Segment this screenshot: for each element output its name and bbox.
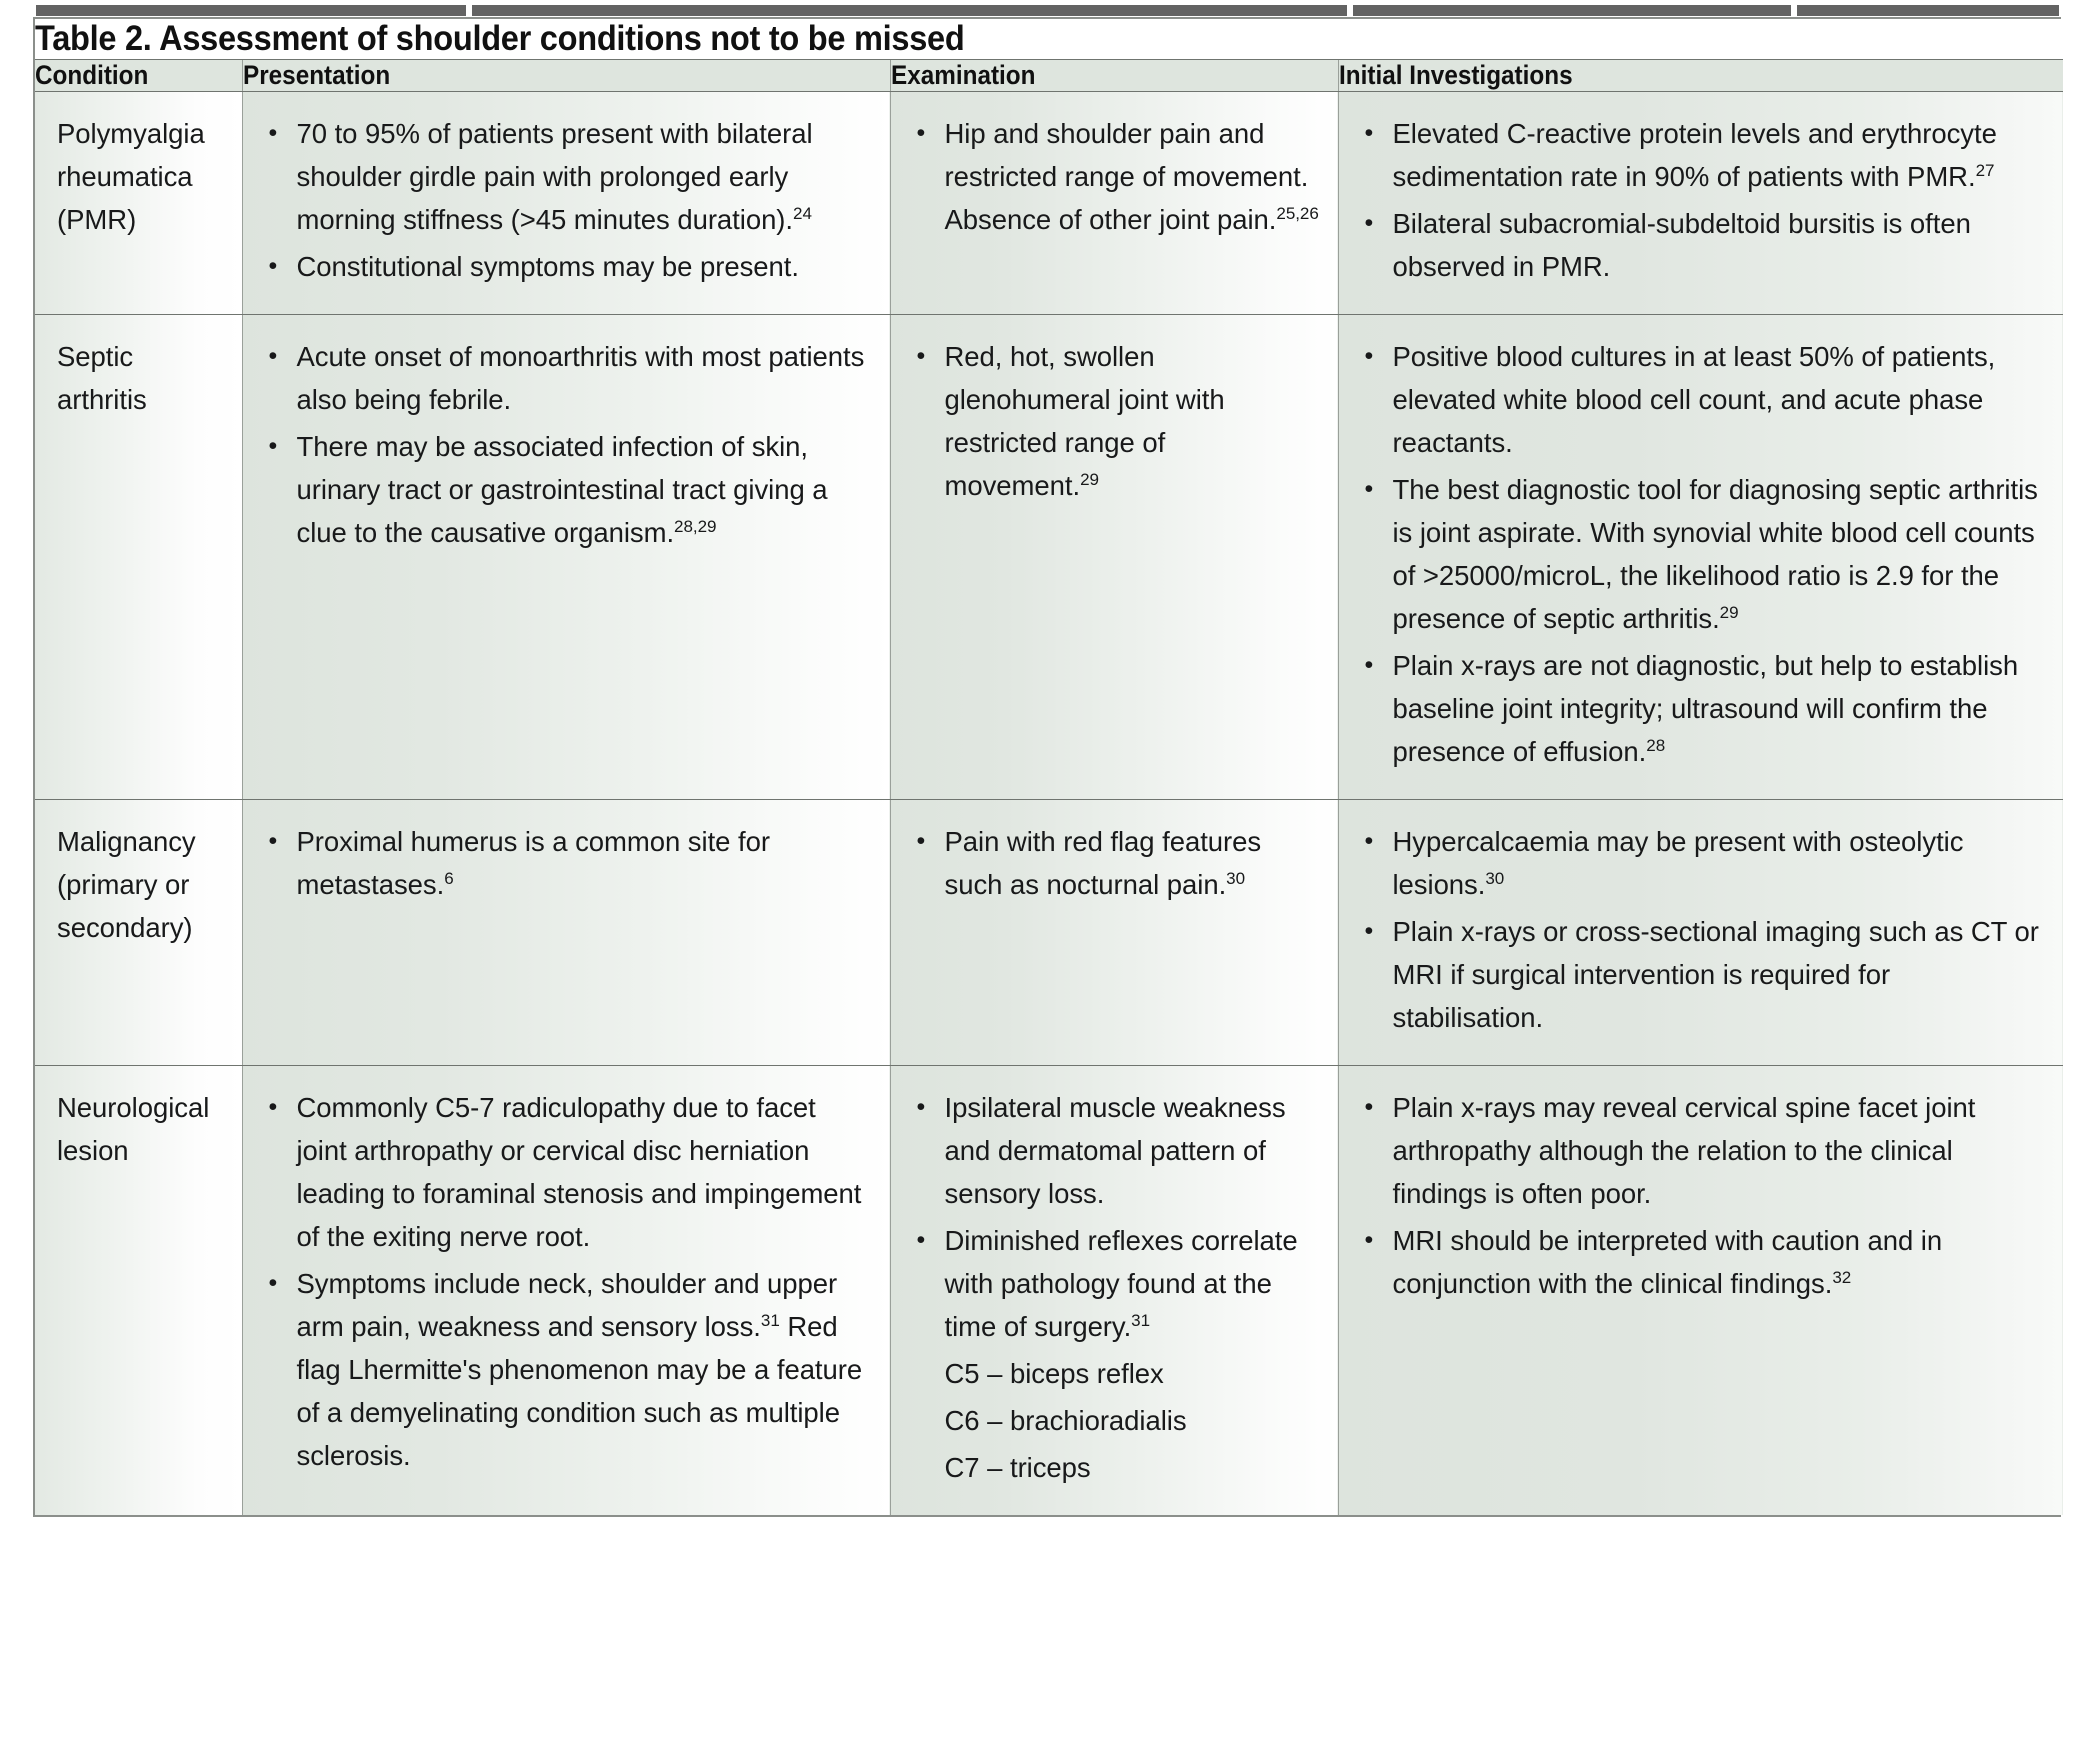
page-title: Table 2. Assessment of shoulder conditions not to be missed (35, 19, 965, 58)
column-header-condition (35, 60, 242, 92)
bullet-item: • Pain with red flag features such as nocturnal pain.$^{30}$ (913, 820, 1322, 906)
bullet-item: • Positive blood cultures in at least 50% of patients, elevated white blood cell count, and acute phase reactants. (1361, 335, 2048, 464)
cell-investigations (1338, 800, 2063, 1066)
decorative-top-rules (0, 0, 2094, 16)
column-header-presentation (242, 60, 890, 92)
bullet-list (265, 112, 874, 288)
condition-label: Polymyalgia rheumatica (PMR) (57, 118, 205, 235)
cell-presentation (242, 92, 890, 315)
examination-content (891, 800, 1338, 932)
examination-content (891, 1066, 1338, 1515)
bullet-list (265, 1086, 874, 1477)
cell-condition (35, 1066, 242, 1516)
assessment-table (35, 19, 2063, 1515)
table-row (35, 1066, 2063, 1516)
presentation-content (243, 315, 890, 580)
condition-name (35, 92, 242, 263)
reflex-line: C7 – triceps (944, 1452, 1091, 1483)
cell-investigations (1338, 315, 2063, 800)
bullet-list (265, 335, 874, 554)
cell-presentation (242, 1066, 890, 1516)
condition-label: Neurological lesion (57, 1092, 210, 1166)
bullet-item: • Plain x-rays or cross-sectional imaging such as CT or MRI if surgical intervention is required for stabilisation. (1361, 910, 2048, 1039)
bullet-item: • Plain x-rays may reveal cervical spine facet joint arthropathy although the relation to the clinical findings is often poor. (1361, 1086, 2048, 1215)
bullet-list (1361, 820, 2048, 1039)
bullet-item: • Diminished reflexes correlate with pathology found at the time of surgery.$^{31}$ (913, 1219, 1322, 1348)
table-title-cell (35, 19, 2063, 60)
cell-presentation (242, 800, 890, 1066)
bullet-item: • Bilateral subacromial-subdeltoid bursitis is often observed in PMR. (1361, 202, 2048, 288)
condition-name (35, 315, 242, 443)
top-rule-segment (472, 5, 1347, 16)
bullet-list (1361, 1086, 2048, 1305)
column-header-row (35, 60, 2063, 92)
bullet-item: • Plain x-rays are not diagnostic, but help to establish baseline joint integrity; ultrasound will confirm the presence of effusion.$^{28}$ (1361, 644, 2048, 773)
investigations-content (1339, 1066, 2064, 1331)
table-row (35, 800, 2063, 1066)
bullet-list (913, 1086, 1322, 1489)
bullet-item: • Ipsilateral muscle weakness and dermatomal pattern of sensory loss. (913, 1086, 1322, 1215)
column-header-condition-label: Condition (35, 60, 149, 90)
cell-investigations (1338, 92, 2063, 315)
cell-condition (35, 315, 242, 800)
table-head (35, 19, 2063, 92)
presentation-content (243, 92, 890, 314)
title-row (35, 19, 2063, 60)
bullet-item: • Hypercalcaemia may be present with osteolytic lesions.$^{30}$ (1361, 820, 2048, 906)
bullet-item: • Symptoms include neck, shoulder and upper arm pain, weakness and sensory loss.$^{31}$ Red flag Lhermitte's phenomenon may be a feature of a demyelinating condition such as multiple sclerosis. (265, 1262, 874, 1477)
bullet-item: • Elevated C-reactive protein levels and erythrocyte sedimentation rate in 90% of patients with PMR.$^{27}$ (1361, 112, 2048, 198)
bullet-list (913, 112, 1322, 241)
presentation-content (243, 800, 890, 932)
column-header-examination (890, 60, 1338, 92)
top-rule-segment (36, 5, 466, 16)
column-header-investigations-label: Initial Investigations (1338, 60, 1573, 90)
bullet-list (913, 335, 1322, 507)
bullet-item: • There may be associated infection of skin, urinary tract or gastrointestinal tract giving a clue to the causative organism.$^{28,29}$ (265, 425, 874, 554)
bullet-list (1361, 335, 2048, 773)
cell-condition (35, 800, 242, 1066)
table-row (35, 92, 2063, 315)
reflex-line: C6 – brachioradialis (944, 1405, 1187, 1436)
bullet-item: • Red, hot, swollen glenohumeral joint with restricted range of movement.$^{29}$ (913, 335, 1322, 507)
condition-name (35, 800, 242, 971)
cell-examination (890, 800, 1338, 1066)
investigations-content (1339, 800, 2064, 1065)
bullet-item: • Proximal humerus is a common site for metastases.$^6$ (265, 820, 874, 906)
cell-examination (890, 92, 1338, 315)
reflex-line: C5 – biceps reflex (944, 1358, 1164, 1389)
condition-name (35, 1066, 242, 1194)
condition-label: Malignancy (primary or secondary) (57, 826, 196, 943)
cell-investigations (1338, 1066, 2063, 1516)
examination-content (891, 315, 1338, 533)
column-header-investigations (1338, 60, 2063, 92)
top-rule-segment (1797, 5, 2059, 16)
bullet-item: • Commonly C5-7 radiculopathy due to facet joint arthropathy or cervical disc herniation leading to foraminal stenosis and impingement of the exiting nerve root. (265, 1086, 874, 1258)
cell-examination (890, 315, 1338, 800)
presentation-content (243, 1066, 890, 1503)
bullet-item: • 70 to 95% of patients present with bilateral shoulder girdle pain with prolonged early morning stiffness (>45 minutes duration).$^{24}$ (265, 112, 874, 241)
table-container (33, 17, 2061, 1517)
examination-content (891, 92, 1338, 267)
column-header-presentation-label: Presentation (242, 60, 390, 90)
bullet-item: • Hip and shoulder pain and restricted range of movement. Absence of other joint pain.$^{25,26}$ (913, 112, 1322, 241)
cell-presentation (242, 315, 890, 800)
top-rule-segment (1353, 5, 1791, 16)
cell-examination (890, 1066, 1338, 1516)
cell-condition (35, 92, 242, 315)
bullet-list (265, 820, 874, 906)
investigations-content (1339, 92, 2064, 314)
table-row (35, 315, 2063, 800)
column-header-examination-label: Examination (890, 60, 1035, 90)
condition-label: Septic arthritis (57, 341, 147, 415)
bullet-item: • The best diagnostic tool for diagnosing septic arthritis is joint aspirate. With synovial white blood cell counts of >25000/microL, the likelihood ratio is 2.9 for the presence of septic arthritis.$^{29}$ (1361, 468, 2048, 640)
bullet-item: • MRI should be interpreted with caution and in conjunction with the clinical findings.$^{32}$ (1361, 1219, 2048, 1305)
bullet-list (1361, 112, 2048, 288)
bullet-item: • Constitutional symptoms may be present. (265, 245, 874, 288)
bullet-list (913, 820, 1322, 906)
bullet-item: • Acute onset of monoarthritis with most patients also being febrile. (265, 335, 874, 421)
investigations-content (1339, 315, 2064, 799)
table-body (35, 92, 2063, 1516)
